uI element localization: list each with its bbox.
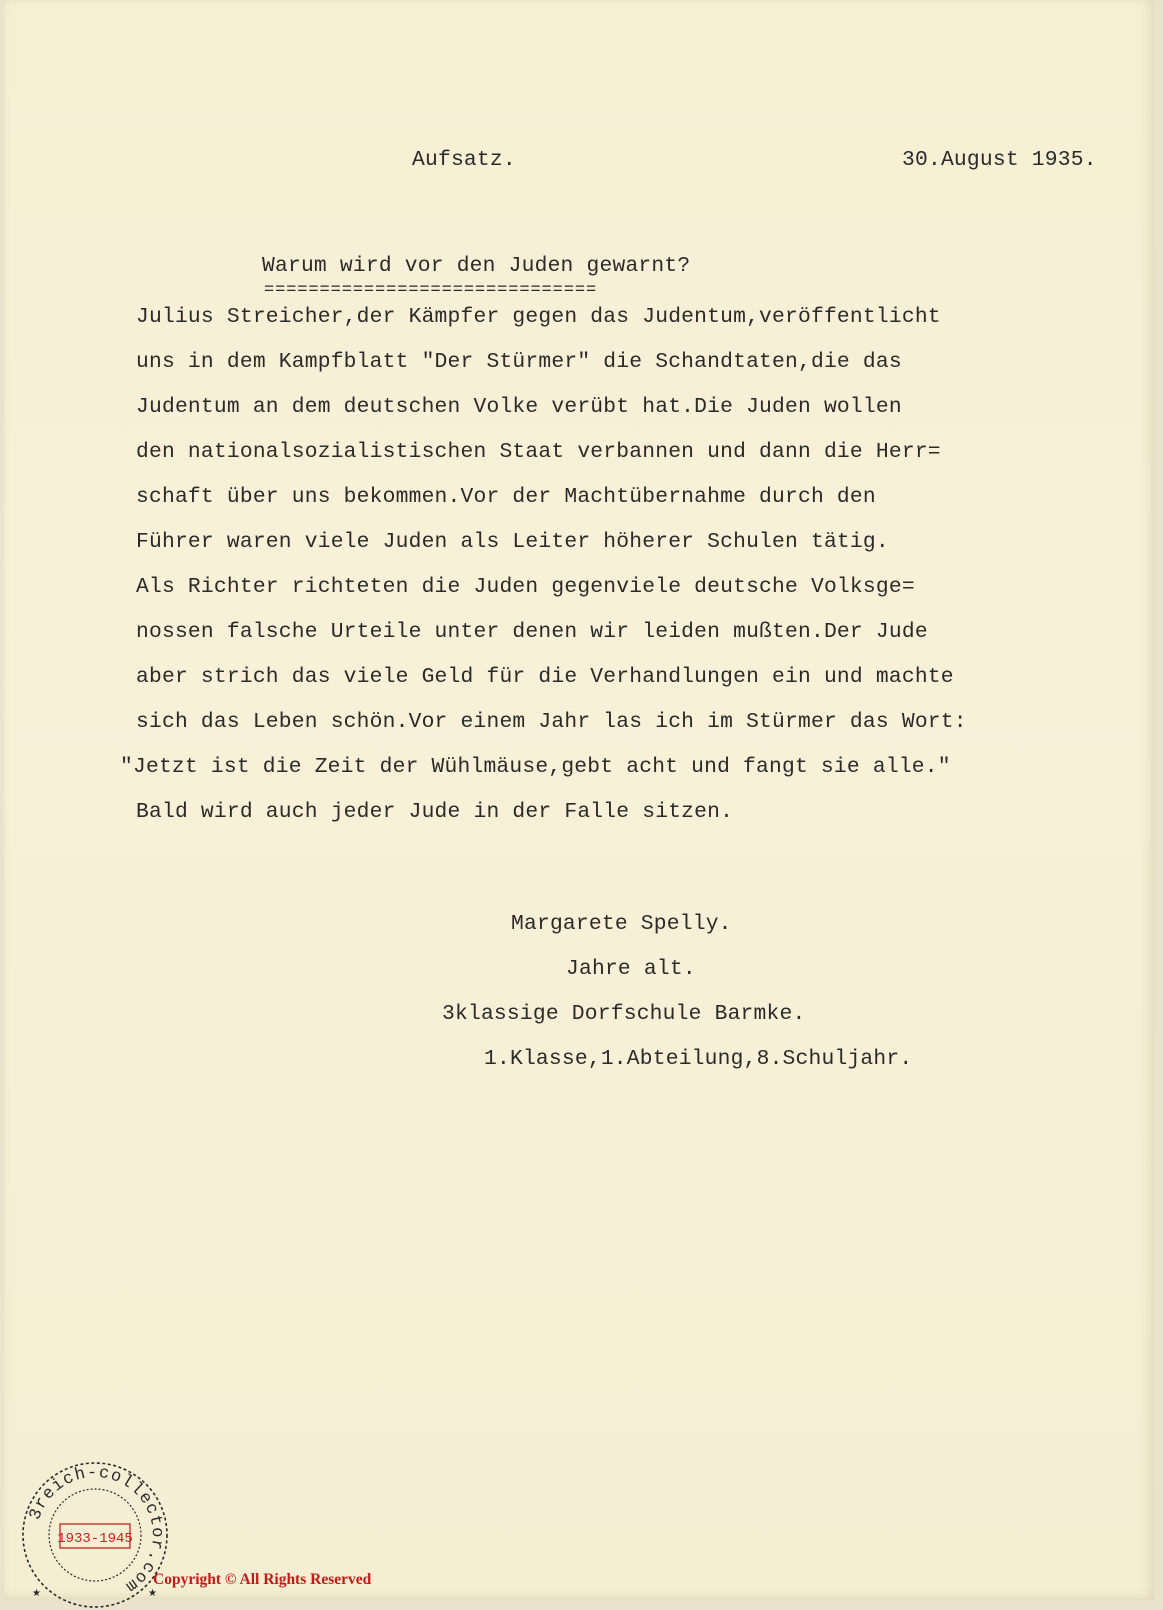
stamp-star-icon: ★ [148,1588,157,1599]
signature-name: Margarete Spelly. [511,912,732,936]
body-line-10: sich das Leben schön.Vor einem Jahr las ich im Stürmer das Wort: [136,710,967,734]
signature-age: Jahre alt. [566,957,696,981]
copyright-notice: Copyright © All Rights Reserved [153,1571,372,1588]
body-line-7: Als Richter richteten die Juden gegenviele deutsche Volksge= [136,575,915,599]
svg-text:3reich-collector.com [26,1464,166,1596]
document-page [4,0,1154,1600]
essay-title: Warum wird vor den Juden gewarnt? [262,254,691,278]
document-date: 30.August 1935. [902,148,1097,172]
body-line-8: nossen falsche Urteile unter denen wir leiden mußten.Der Jude [136,620,928,644]
body-line-9: aber strich das viele Geld für die Verhandlungen ein und machte [136,665,954,689]
body-line-6: Führer waren viele Juden als Leiter höherer Schulen tätig. [136,530,889,554]
signature-class: 1.Klasse,1.Abteilung,8.Schuljahr. [484,1047,913,1071]
title-underline: ============================== [264,281,598,300]
document-label: Aufsatz. [412,148,516,172]
stamp-arc-text: 3reich-collector.com [26,1463,167,1597]
stamp-years: 1933-1945 [57,1531,133,1547]
body-line-12: Bald wird auch jeder Jude in der Falle sitzen. [136,800,734,824]
collector-stamp [20,1460,170,1610]
stamp-star-icon: ★ [32,1588,41,1599]
body-line-11: "Jetzt ist die Zeit der Wühlmäuse,gebt acht und fangt sie alle." [120,755,951,779]
body-line-5: schaft über uns bekommen.Vor der Machtübernahme durch den [136,485,876,509]
body-line-3: Judentum an dem deutschen Volke verübt hat.Die Juden wollen [136,395,902,419]
body-line-4: den nationalsozialistischen Staat verbannen und dann die Herr= [136,440,941,464]
body-line-2: uns in dem Kampfblatt "Der Stürmer" die Schandtaten,die das [136,350,902,374]
signature-school: 3klassige Dorfschule Barmke. [442,1002,806,1026]
body-line-1: Julius Streicher,der Kämpfer gegen das Judentum,veröffentlicht [136,305,941,329]
